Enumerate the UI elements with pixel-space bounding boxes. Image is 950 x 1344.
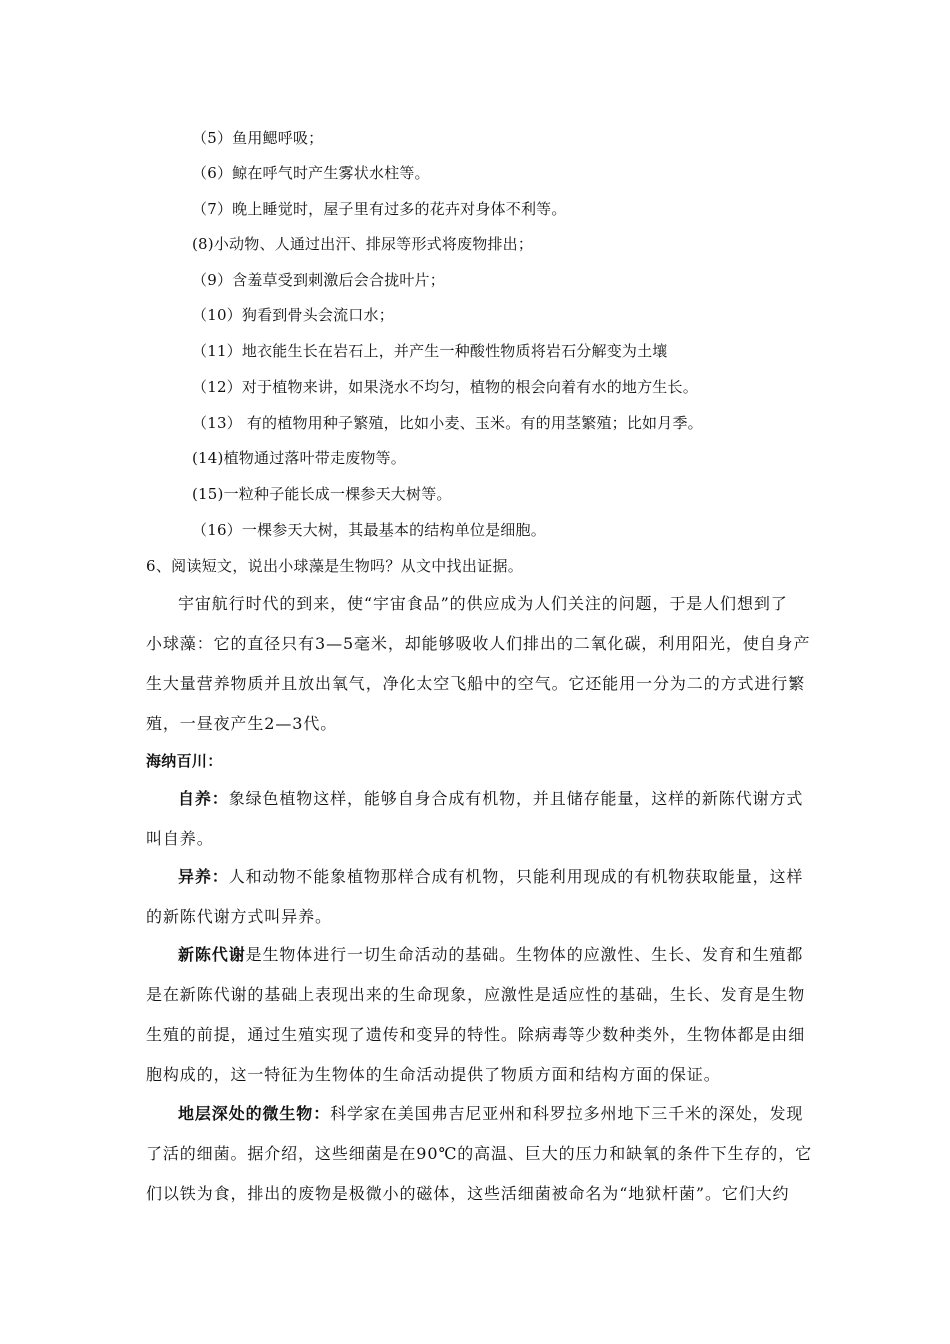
deep-microbes-line: 了活的细菌。据介绍，这些细菌是在90℃的高温、巨大的压力和缺氧的条件下生存的，它	[146, 1144, 812, 1163]
list-item-12: （12）对于植物来讲，如果浇水不均匀，植物的根会向着有水的地方生长。	[192, 378, 698, 396]
passage-line: 小球藻：它的直径只有3—5毫米，却能够吸收人们排出的二氧化碳，利用阳光，使自身产	[146, 634, 811, 653]
section-title: 海纳百川：	[146, 752, 223, 770]
passage-line: 宇宙航行时代的到来，使“宇宙食品”的供应成为人们关注的问题，于是人们想到了	[178, 594, 788, 613]
list-item-14: (14)植物通过落叶带走废物等。	[192, 449, 406, 467]
deep-microbes-term: 地层深处的微生物：	[178, 1104, 331, 1123]
heterotroph-text: 人和动物不能象植物那样合成有机物，只能利用现成的有机物获取能量，这样	[228, 867, 804, 886]
metabolism-term: 新陈代谢	[178, 945, 246, 964]
metabolism-text: 是生物体进行一切生命活动的基础。生物体的应激性、生长、发育和生殖都	[245, 945, 804, 964]
list-item-10: （10）狗看到骨头会流口水；	[192, 306, 394, 324]
list-item-6: （6）鲸在呼气时产生雾状水柱等。	[192, 164, 430, 182]
autotroph-term: 自养：	[178, 789, 229, 808]
deep-microbes-text: 科学家在美国弗吉尼亚州和科罗拉多州地下三千米的深处，发现	[330, 1104, 804, 1123]
list-item-16: （16）一棵参天大树，其最基本的结构单位是细胞。	[192, 521, 546, 539]
deep-microbes-paragraph	[178, 1103, 803, 1125]
autotroph-text: 象绿色植物这样，能够自身合成有机物，并且储存能量，这样的新陈代谢方式	[228, 789, 804, 808]
metabolism-paragraph	[178, 944, 803, 966]
metabolism-line: 是在新陈代谢的基础上表现出来的生命现象，应激性是适应性的基础，生长、发育是生物	[146, 985, 806, 1004]
metabolism-line: 胞构成的，这一特征为生物体的生命活动提供了物质方面和结构方面的保证。	[146, 1065, 721, 1084]
list-item-7: （7）晚上睡觉时，屋子里有过多的花卉对身体不利等。	[192, 200, 567, 218]
list-item-11: （11）地衣能生长在岩石上，并产生一种酸性物质将岩石分解变为土壤	[192, 342, 668, 360]
list-item-5: （5）鱼用鳃呼吸；	[192, 129, 324, 147]
passage-line: 生大量营养物质并且放出氧气，净化太空飞船中的空气。它还能用一分为二的方式进行繁	[146, 674, 806, 693]
list-item-15: (15)一粒种子能长成一棵参天大树等。	[192, 485, 452, 503]
autotroph-line: 叫自养。	[146, 829, 214, 848]
list-item-9: （9）含羞草受到刺激后会合拢叶片；	[192, 271, 445, 289]
passage-line: 殖，一昼夜产生2—3代。	[146, 714, 338, 733]
heterotroph-term: 异养：	[178, 867, 229, 886]
list-item-13: （13） 有的植物用种子繁殖，比如小麦、玉米。有的用茎繁殖；比如月季。	[192, 414, 703, 432]
metabolism-line: 生殖的前提，通过生殖实现了遗传和变异的特性。除病毒等少数种类外，生物体都是由细	[146, 1025, 806, 1044]
deep-microbes-line: 们以铁为食，排出的废物是极微小的磁体，这些活细菌被命名为“地狱杆菌”。它们大约	[146, 1184, 790, 1203]
list-item-8: (8)小动物、人通过出汗、排尿等形式将废物排出；	[192, 235, 534, 253]
question-6: 6、阅读短文，说出小球藻是生物吗？从文中找出证据。	[146, 557, 524, 575]
heterotroph-paragraph	[178, 866, 803, 888]
heterotroph-line: 的新陈代谢方式叫异养。	[146, 907, 332, 926]
autotroph-paragraph	[178, 788, 803, 810]
